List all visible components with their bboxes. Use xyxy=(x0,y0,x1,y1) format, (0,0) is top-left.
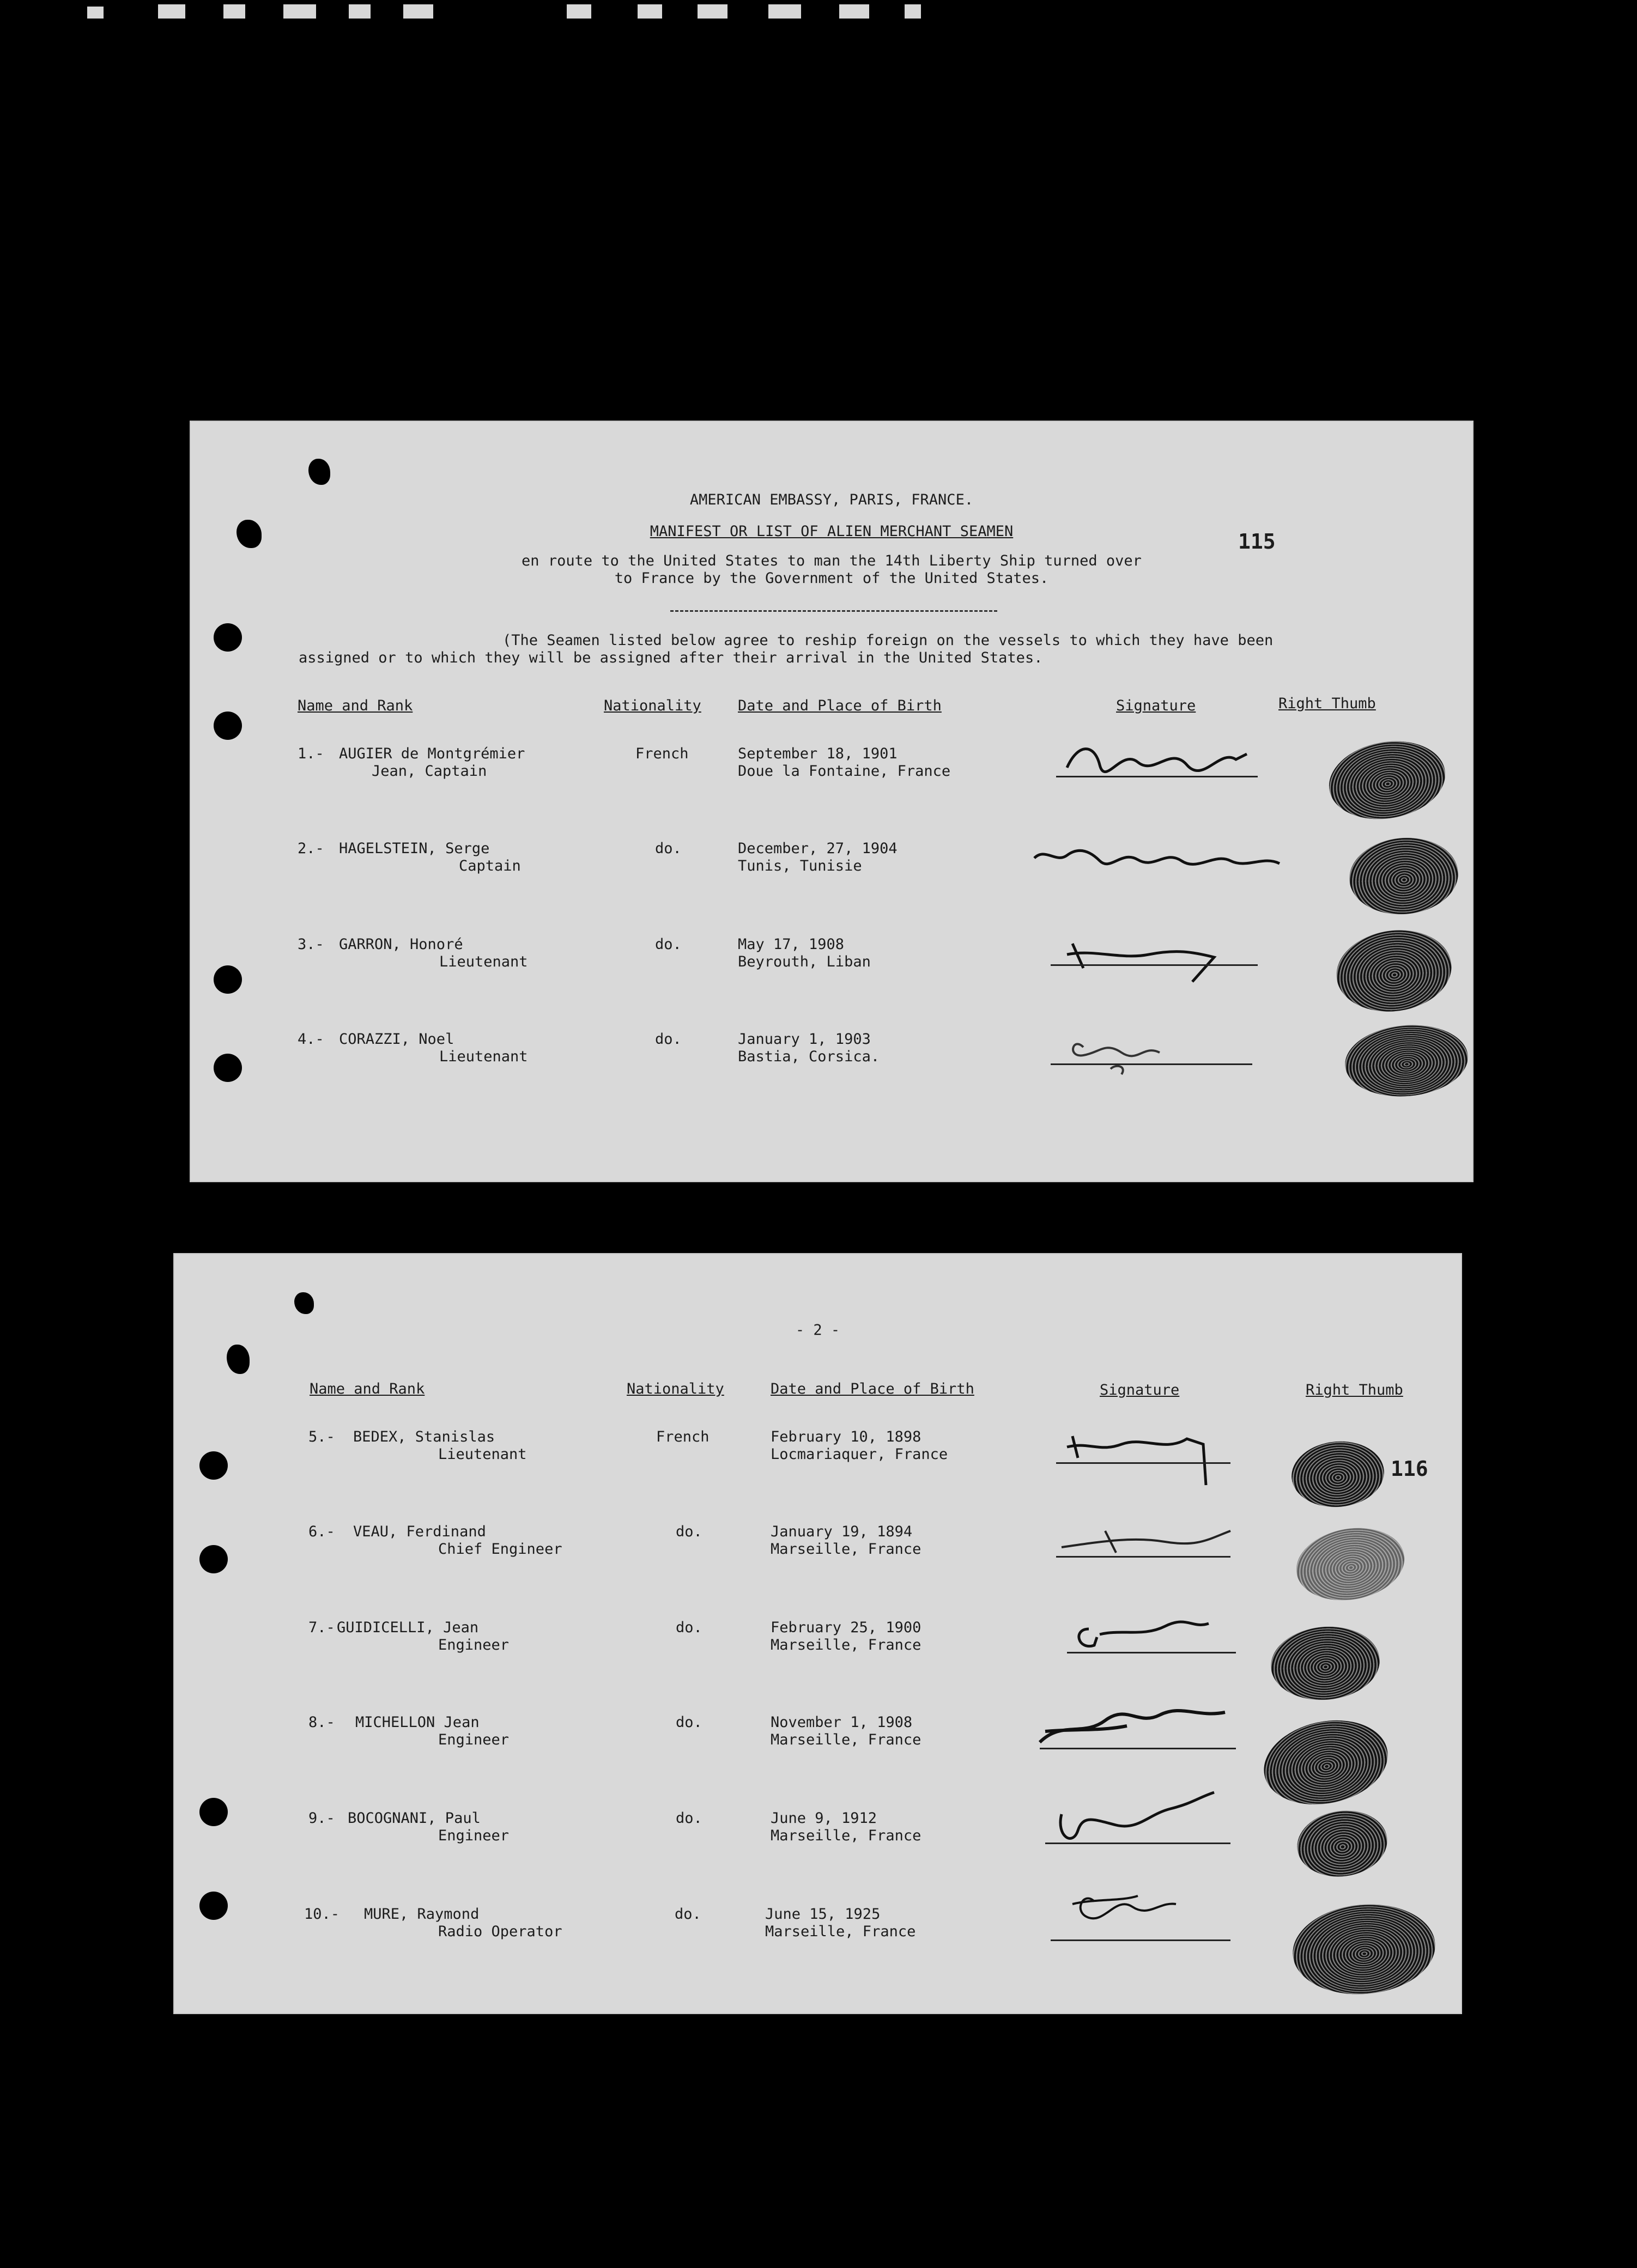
signature-handwritten xyxy=(1040,1781,1236,1858)
signature-line xyxy=(1051,1939,1230,1941)
birth-date: January 1, 1903 xyxy=(738,1031,871,1048)
signature-line xyxy=(1045,1843,1230,1844)
punch-hole xyxy=(199,1892,228,1920)
header-signature: Signature xyxy=(1100,1382,1180,1399)
birth-date: June 15, 1925 xyxy=(765,1906,881,1923)
seaman-rank: Lieutenant xyxy=(439,1048,528,1065)
header-right-thumb: Right Thumb xyxy=(1306,1382,1403,1399)
seaman-name: BEDEX, Stanislas xyxy=(353,1428,495,1445)
signature-handwritten xyxy=(1029,839,1290,877)
birth-date: June 9, 1912 xyxy=(771,1810,877,1827)
seaman-rank: Engineer xyxy=(438,1731,510,1748)
birth-date: February 25, 1900 xyxy=(771,1619,921,1636)
signature-line xyxy=(1051,1063,1252,1065)
seaman-name: MURE, Raymond xyxy=(364,1906,480,1923)
row-number: 1.- xyxy=(298,745,324,762)
thumbprint xyxy=(1290,1520,1410,1609)
thumbprint xyxy=(1346,834,1461,919)
birth-place: Locmariaquer, France xyxy=(771,1446,948,1463)
thumbprint xyxy=(1342,1020,1471,1101)
seaman-name: AUGIER de Montgrémier xyxy=(339,745,525,762)
nationality: do. xyxy=(676,1619,702,1636)
signature-line xyxy=(1067,1652,1236,1653)
row-number: 9.- xyxy=(308,1810,335,1827)
thumbprint xyxy=(1268,1622,1383,1705)
header-name-rank: Name and Rank xyxy=(310,1381,425,1397)
continuation-page-header: - 2 - xyxy=(795,1322,840,1339)
signature-handwritten xyxy=(1051,1880,1214,1934)
signature-line xyxy=(1056,1462,1230,1464)
birth-date: November 1, 1908 xyxy=(771,1714,913,1731)
birth-date: February 10, 1898 xyxy=(771,1428,921,1445)
punch-hole xyxy=(214,712,242,740)
subtitle-line-1: en route to the United States to man the 14th Liberty Ship turned over xyxy=(522,552,1142,569)
seaman-rank: Engineer xyxy=(438,1827,510,1844)
seaman-rank: Lieutenant xyxy=(439,953,528,970)
birth-place: Bastia, Corsica. xyxy=(738,1048,880,1065)
punch-hole xyxy=(199,1798,228,1826)
separator-line xyxy=(670,610,997,612)
signature-handwritten xyxy=(1056,1420,1241,1491)
row-number: 4.- xyxy=(298,1031,324,1048)
ink-blot xyxy=(308,459,330,485)
signature-line xyxy=(1056,776,1258,777)
seaman-rank: Lieutenant xyxy=(438,1446,527,1463)
thumbprint xyxy=(1289,1899,1439,2000)
birth-place: Marseille, France xyxy=(771,1731,921,1748)
seaman-rank: Chief Engineer xyxy=(438,1541,562,1558)
note-line-1: (The Seamen listed below agree to reship foreign on the vessels to which they have been xyxy=(502,632,1274,649)
header-signature: Signature xyxy=(1116,697,1196,714)
header-nationality: Nationality xyxy=(604,697,701,714)
seaman-name: CORAZZI, Noel xyxy=(339,1031,454,1048)
page-number: 115 xyxy=(1238,530,1276,554)
nationality: French xyxy=(635,745,689,762)
signature-handwritten xyxy=(1051,1025,1258,1080)
punch-hole xyxy=(214,623,242,652)
film-edge-marks xyxy=(0,0,1637,22)
nationality: do. xyxy=(676,1523,702,1540)
punch-hole xyxy=(199,1545,228,1573)
header-birth: Date and Place of Birth xyxy=(771,1381,974,1397)
ink-blot xyxy=(227,1345,250,1374)
birth-place: Beyrouth, Liban xyxy=(738,953,871,970)
header-right-thumb: Right Thumb xyxy=(1278,695,1376,712)
seaman-name: GUIDICELLI, Jean xyxy=(337,1619,479,1636)
row-number: 7.- xyxy=(308,1619,335,1636)
thumbprint xyxy=(1323,732,1451,828)
seaman-rank: Radio Operator xyxy=(438,1923,562,1940)
row-number: 3.- xyxy=(298,936,324,953)
signature-line xyxy=(1051,964,1258,966)
manifest-page-1 xyxy=(190,421,1474,1182)
thumbprint xyxy=(1293,1805,1391,1882)
signature-line xyxy=(1056,1556,1230,1558)
manifest-page-2 xyxy=(173,1253,1462,2014)
birth-place: Tunis, Tunisie xyxy=(738,858,862,874)
note-line-2: assigned or to which they will be assigned after their arrival in the United States. xyxy=(299,649,1043,666)
seaman-name: MICHELLON Jean xyxy=(355,1714,480,1731)
thumbprint xyxy=(1289,1438,1387,1511)
thumbprint xyxy=(1256,1710,1396,1816)
nationality: do. xyxy=(655,1031,682,1048)
punch-hole xyxy=(214,965,242,994)
seaman-name: GARRON, Honoré xyxy=(339,936,463,953)
row-number: 5.- xyxy=(308,1428,335,1445)
signature-handwritten xyxy=(1051,927,1258,987)
manifest-title: MANIFEST OR LIST OF ALIEN MERCHANT SEAMEN xyxy=(650,523,1014,540)
punch-hole xyxy=(214,1054,242,1082)
seaman-rank: Jean, Captain xyxy=(372,763,487,780)
header-nationality: Nationality xyxy=(627,1381,724,1397)
row-number: 2.- xyxy=(298,840,324,857)
signature-handwritten xyxy=(1029,1699,1247,1759)
nationality: do. xyxy=(655,840,682,857)
subtitle-line-2: to France by the Government of the United States. xyxy=(614,570,1049,587)
nationality: do. xyxy=(675,1906,701,1923)
birth-place: Marseille, France xyxy=(765,1923,916,1940)
birth-date: September 18, 1901 xyxy=(738,745,898,762)
birth-place: Marseille, France xyxy=(771,1637,921,1653)
birth-place: Doue la Fontaine, France xyxy=(738,763,951,780)
seaman-rank: Captain xyxy=(459,858,521,874)
nationality: do. xyxy=(676,1714,702,1731)
birth-place: Marseille, France xyxy=(771,1541,921,1558)
seaman-rank: Engineer xyxy=(438,1637,510,1653)
header-name-rank: Name and Rank xyxy=(298,697,413,714)
page-number: 116 xyxy=(1391,1457,1428,1481)
header-birth: Date and Place of Birth xyxy=(738,697,942,714)
thumbprint xyxy=(1331,923,1457,1019)
seaman-name: VEAU, Ferdinand xyxy=(353,1523,486,1540)
row-number: 10.- xyxy=(304,1906,340,1923)
birth-date: January 19, 1894 xyxy=(771,1523,913,1540)
birth-date: May 17, 1908 xyxy=(738,936,845,953)
ink-blot xyxy=(294,1292,314,1314)
birth-place: Marseille, France xyxy=(771,1827,921,1844)
signature-line xyxy=(1040,1748,1236,1749)
signature-handwritten xyxy=(1056,738,1263,787)
birth-date: December, 27, 1904 xyxy=(738,840,898,857)
signature-handwritten xyxy=(1067,1607,1230,1662)
row-number: 8.- xyxy=(308,1714,335,1731)
nationality: French xyxy=(656,1428,710,1445)
row-number: 6.- xyxy=(308,1523,335,1540)
nationality: do. xyxy=(676,1810,702,1827)
punch-hole xyxy=(199,1451,228,1480)
seaman-name: BOCOGNANI, Paul xyxy=(348,1810,481,1827)
seaman-name: HAGELSTEIN, Serge xyxy=(339,840,490,857)
embassy-heading: AMERICAN EMBASSY, PARIS, FRANCE. xyxy=(689,491,974,508)
nationality: do. xyxy=(655,936,682,953)
